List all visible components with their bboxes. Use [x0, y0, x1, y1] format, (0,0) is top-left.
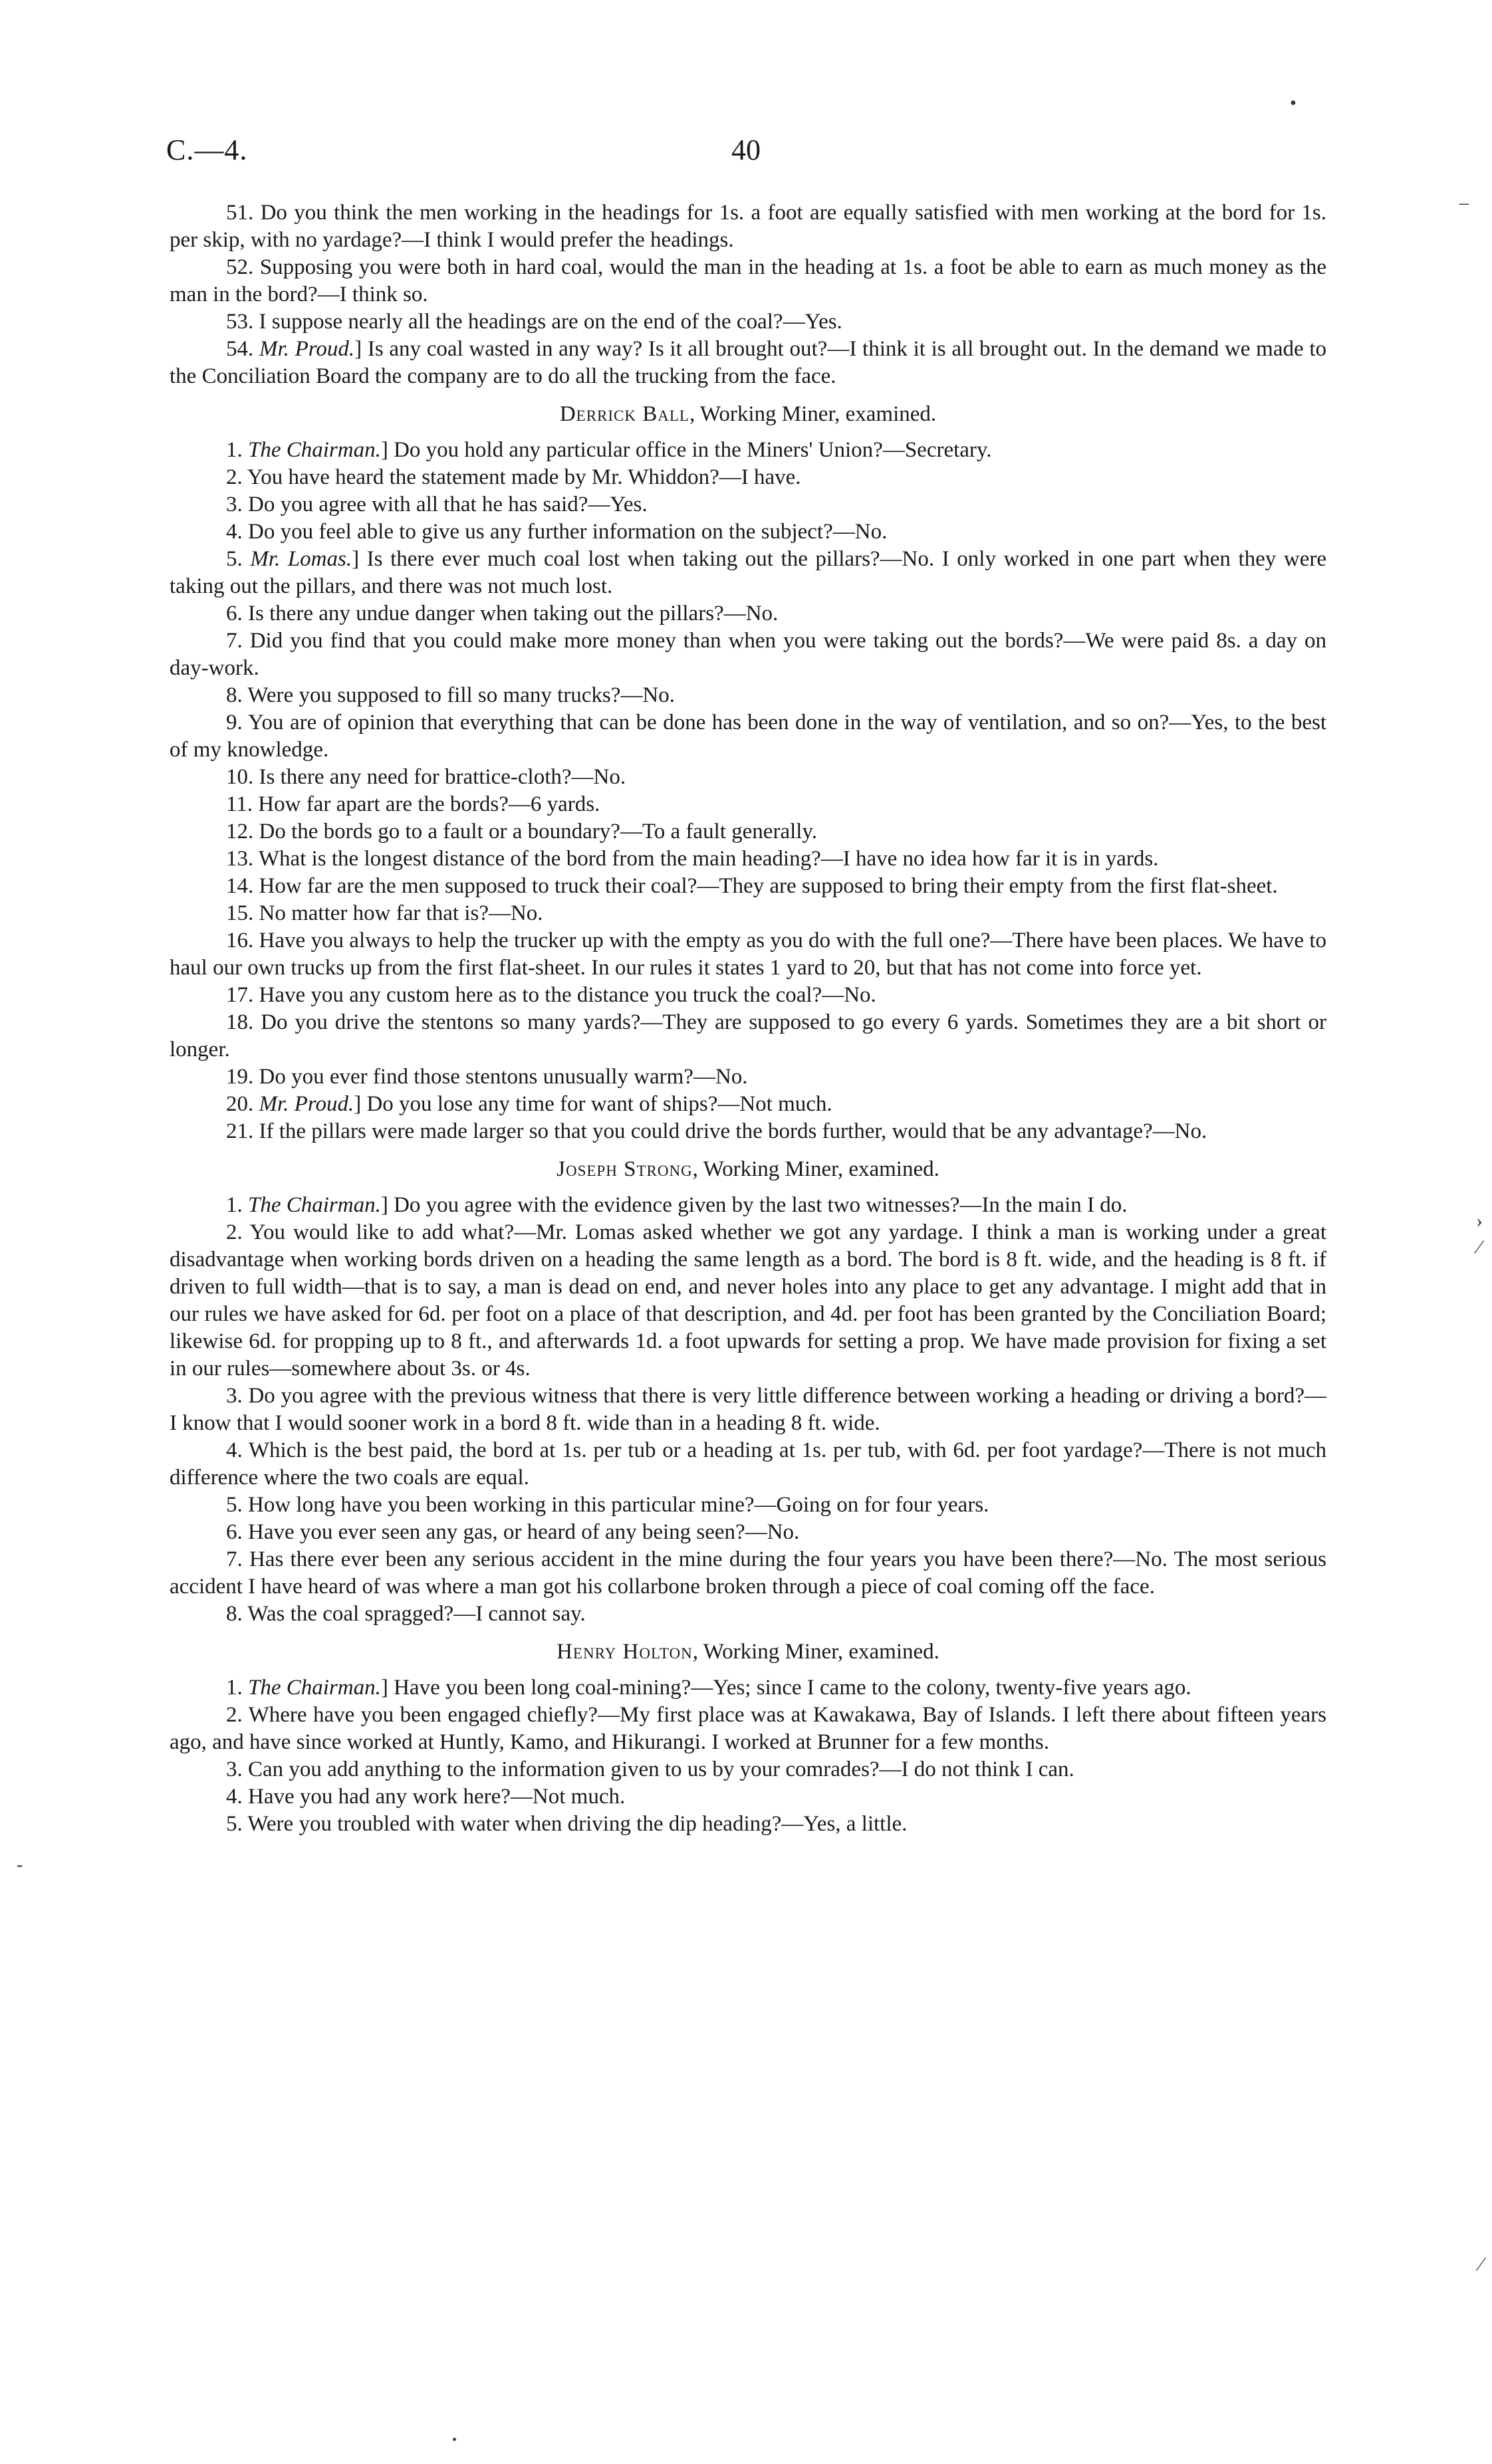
question-answer: 8. Were you supposed to fill so many trucks?—No.	[226, 683, 675, 707]
question-answer: 2. You have heard the statement made by Mr. Whiddon?—I have.	[226, 465, 801, 489]
question-number: 1.	[226, 438, 243, 462]
question-number: 20.	[226, 1092, 254, 1116]
question-answer	[170, 437, 1326, 464]
speaker-name: Mr. Proud.	[259, 337, 355, 361]
witness-role: , Working Miner, examined.	[689, 402, 937, 426]
witness-name: Henry Holton	[557, 1640, 693, 1664]
question-text: ] Have you been long coal-mining?—Yes; since I came to the colony, twenty-five years ago.	[380, 1676, 1191, 1700]
question-answer: 5. Were you troubled with water when driving the dip heading?—Yes, a little.	[226, 1812, 908, 1836]
speaker-name: Mr. Lomas.	[250, 547, 352, 571]
question-answer: 6. Is there any undue danger when taking out the pillars?—No.	[226, 602, 779, 625]
question-answer: 12. Do the bords go to a fault or a boundary?—To a fault generally.	[226, 820, 818, 843]
question-answer: 2. You would like to add what?—Mr. Lomas asked whether we got any yardage. I think a man is working under a great disadvantage when working bords driven on a heading the same length as a bord. The bord is 8 ft. wide, and the heading is 8 ft. if driven to full width—that is to say, a man is dead on end, and never holes into any place to get any advantage. I might add that in our rules we have asked for 6d. per foot on a place of that description, and 4d. per foot has been granted by the Conciliation Board; likewise 6d. for propping up to 8 ft., and afterwards 1d. a foot upwards for setting a prop. We have made provision for fixing a set in our rules—somewhere about 3s. or 4s.	[170, 1220, 1326, 1381]
question-answer	[170, 1674, 1326, 1702]
question-answer: 6. Have you ever seen any gas, or heard of any being seen?—No.	[226, 1520, 800, 1544]
question-answer: 3. Do you agree with the previous witness that there is very little difference between working a heading or driving a bord?—I know that I would sooner work in a bord 8 ft. wide than in a heading 8 ft. wide.	[170, 1384, 1326, 1435]
question-answer: 7. Has there ever been any serious accident in the mine during the four years you have been there?—No. The most serious accident I have heard of was where a man got his collarbone broken through a piece of coal coming off the face.	[170, 1547, 1326, 1599]
question-text: ] Do you hold any particular office in the Miners' Union?—Secretary.	[380, 438, 992, 462]
question-answer: 19. Do you ever find those stentons unusually warm?—No.	[226, 1065, 748, 1089]
witness-name: Joseph Strong	[557, 1157, 693, 1181]
question-answer: 2. Where have you been engaged chiefly?—My first place was at Kawakawa, Bay of Islands. I left there about fifteen years ago, and have since worked at Huntly, Kamo, and Hikurangi. I worked at Brunner for a few months.	[170, 1703, 1326, 1754]
witness-heading	[170, 1155, 1326, 1184]
question-answer: 51. Do you think the men working in the headings for 1s. a foot are equally satisfied with men working at the bord for 1s. per skip, with no yardage?—I think I would prefer the headings.	[170, 201, 1326, 252]
margin-tick: ›	[1476, 1210, 1483, 1232]
question-answer: 16. Have you always to help the trucker up with the empty as you do with the full one?—There have been places. We have to haul our own trucks up from the first flat-sheet. In our rules it states 1 yard to 20, but that has not come into force yet.	[170, 929, 1326, 980]
question-number: 1.	[226, 1193, 243, 1217]
question-answer: 15. No matter how far that is?—No.	[226, 901, 543, 925]
question-text: ] Do you agree with the evidence given by the last two witnesses?—In the main I do.	[380, 1193, 1128, 1217]
question-text: ] Is there ever much coal lost when taking out the pillars?—No. I only worked in one part when they were taking out the pillars, and there was not much lost.	[170, 547, 1326, 598]
witness-role: , Working Miner, examined.	[692, 1157, 939, 1181]
question-answer: 4. Which is the best paid, the bord at 1s. per tub or a heading at 1s. per tub, with 6d. per foot yardage?—There is not much difference where the two coals are equal.	[170, 1438, 1326, 1490]
witness-role: , Working Miner, examined.	[692, 1640, 939, 1664]
question-answer: 5. How long have you been working in this particular mine?—Going on for four years.	[226, 1493, 989, 1517]
question-answer: 3. Do you agree with all that he has said?—Yes.	[226, 493, 648, 516]
question-answer: 7. Did you find that you could make more money than when you were taking out the bords?—We were paid 8s. a day on day-work.	[170, 629, 1326, 680]
page-number: 40	[731, 134, 761, 166]
margin-dot: •	[1290, 93, 1297, 114]
question-number: 1.	[226, 1676, 243, 1700]
evidence-text	[170, 199, 1326, 1838]
speaker-name: The Chairman.	[248, 1676, 381, 1700]
question-answer	[170, 1192, 1326, 1219]
document-reference: C.—4.	[166, 134, 248, 166]
margin-tick: ⁄	[1477, 1236, 1481, 1258]
question-answer: 8. Was the coal spragged?—I cannot say.	[226, 1602, 586, 1626]
question-answer	[170, 1091, 1326, 1118]
witness-name: Derrick Ball	[559, 402, 689, 426]
margin-tick: ⁄	[1479, 2253, 1483, 2275]
question-answer: 11. How far apart are the bords?—6 yards.	[226, 792, 600, 816]
question-answer: 52. Supposing you were both in hard coal, would the man in the heading at 1s. a foot be able to earn as much money as the man in the bord?—I think so.	[170, 255, 1326, 306]
witness-heading	[170, 399, 1326, 429]
margin-dash: –	[1459, 193, 1469, 213]
question-answer: 3. Can you add anything to the information given to us by your comrades?—I do not think I can.	[226, 1757, 1074, 1781]
page-header	[166, 133, 1330, 173]
speaker-name: The Chairman.	[248, 1193, 381, 1217]
question-answer: 4. Have you had any work here?—Not much.	[226, 1785, 626, 1809]
question-answer: 17. Have you any custom here as to the distance you truck the coal?—No.	[226, 983, 876, 1007]
question-answer	[170, 546, 1326, 600]
margin-dash: -	[17, 1854, 23, 1875]
question-answer: 18. Do you drive the stentons so many yards?—They are supposed to go every 6 yards. Sometimes they are a bit short or longer.	[170, 1010, 1326, 1062]
question-number: 54.	[226, 337, 254, 361]
question-answer: 9. You are of opinion that everything that can be done has been done in the way of ventilation, and so on?—Yes, to the best of my knowledge.	[170, 711, 1326, 762]
speaker-name: The Chairman.	[248, 438, 381, 462]
question-answer	[170, 336, 1326, 390]
question-number: 5.	[226, 547, 243, 571]
question-text: ] Is any coal wasted in any way? Is it all brought out?—I think it is all brought out. In the demand we made to the Conciliation Board the company are to do all the trucking from the face.	[170, 337, 1327, 388]
question-answer: 53. I suppose nearly all the headings are on the end of the coal?—Yes.	[226, 310, 842, 334]
question-answer: 10. Is there any need for brattice-cloth?—No.	[226, 765, 626, 789]
question-answer: 13. What is the longest distance of the bord from the main heading?—I have no idea how far it is in yards.	[226, 847, 1159, 871]
question-answer: 21. If the pillars were made larger so that you could drive the bords further, would that be any advantage?—No.	[226, 1119, 1207, 1143]
speaker-name: Mr. Proud.	[259, 1092, 354, 1116]
question-answer: 4. Do you feel able to give us any further information on the subject?—No.	[226, 520, 888, 544]
question-answer: 14. How far are the men supposed to truck their coal?—They are supposed to bring their empty from the first flat-sheet.	[226, 874, 1278, 898]
margin-dot: •	[452, 2433, 457, 2447]
question-text: ] Do you lose any time for want of ships?—Not much.	[354, 1092, 832, 1116]
witness-heading	[170, 1637, 1326, 1666]
